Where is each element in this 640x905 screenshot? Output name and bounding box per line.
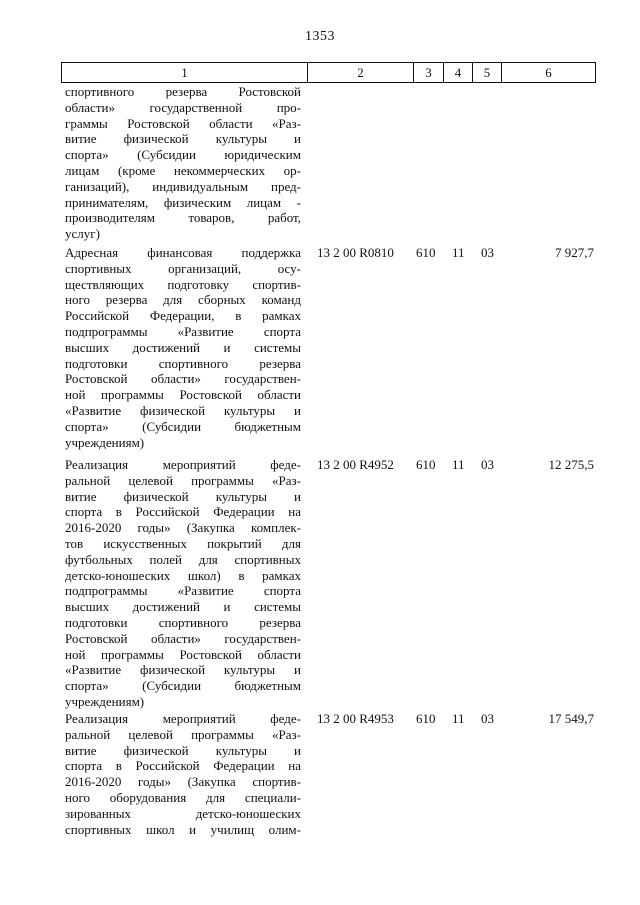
header-col-2: 2 [308, 63, 414, 82]
desc-line: «Развитие физической культуры и [65, 402, 301, 418]
desc-line: высших достижений и системы [65, 599, 301, 615]
desc-line: футбольных полей для спортивных [65, 551, 301, 567]
row-description [65, 457, 301, 710]
desc-line: Реализация мероприятий феде- [65, 457, 301, 472]
desc-line: спорта в Российской Федерации на [65, 504, 301, 520]
header-col-5: 5 [473, 63, 502, 82]
desc-line: зированных детско-юношеских [65, 805, 301, 821]
desc-line: витие физической культуры и [65, 131, 301, 147]
section: 11 [452, 457, 465, 472]
desc-line: учреждениям) [65, 434, 145, 450]
desc-line: лицам (кроме некоммерческих ор- [65, 162, 301, 178]
desc-line: производителям товаров, работ, [65, 210, 301, 226]
desc-line: ральной целевой программы «Раз- [65, 726, 301, 742]
desc-line: подготовки спортивного резерва [65, 355, 301, 371]
section: 11 [452, 245, 465, 260]
desc-line: ганизаций), индивидуальным пред- [65, 178, 301, 194]
desc-line: спорта в Российской Федерации на [65, 758, 301, 774]
subsection: 03 [481, 711, 494, 726]
desc-line: «Развитие физической культуры и [65, 662, 301, 678]
desc-line: ной программы Ростовской области [65, 646, 301, 662]
desc-line: Адресная финансовая поддержка [65, 245, 301, 260]
desc-line: высших достижений и системы [65, 339, 301, 355]
desc-line: Российской Федерации, в рамках [65, 308, 301, 324]
desc-line: учреждениям) [65, 693, 145, 709]
table-header-row [61, 62, 596, 83]
page-number: 1353 [305, 29, 335, 44]
desc-line: Ростовской области» государствен- [65, 630, 301, 646]
desc-line: витие физической культуры и [65, 488, 301, 504]
target-code: 13 2 00 R0810 [317, 245, 394, 260]
desc-line: Ростовской области» государствен- [65, 371, 301, 387]
row-description [65, 245, 301, 450]
desc-line: ного оборудования для специали- [65, 789, 301, 805]
amount: 7 927,7 [555, 245, 594, 260]
desc-line: спортивного резерва Ростовской [65, 84, 301, 99]
target-code: 13 2 00 R4952 [317, 457, 394, 472]
desc-line: области» государственной про- [65, 99, 301, 115]
desc-line: ного резерва для сборных команд [65, 292, 301, 308]
amount: 17 549,7 [548, 711, 594, 726]
subsection: 03 [481, 457, 494, 472]
desc-line: спорта» (Субсидии юридическим [65, 147, 301, 163]
desc-line: подпрограммы «Развитие спорта [65, 583, 301, 599]
desc-line: спорта» (Субсидии бюджетным [65, 418, 301, 434]
header-col-4: 4 [444, 63, 473, 82]
desc-line: 2016-2020 годы» (Закупка комплек- [65, 520, 301, 536]
header-col-3: 3 [414, 63, 444, 82]
subsection: 03 [481, 245, 494, 260]
desc-line: ществляющих подготовку спортив- [65, 276, 301, 292]
desc-line: граммы Ростовской области «Раз- [65, 115, 301, 131]
expense-type: 610 [416, 711, 436, 726]
desc-line: спорта» (Субсидии бюджетным [65, 678, 301, 694]
desc-line: ной программы Ростовской области [65, 387, 301, 403]
section: 11 [452, 711, 465, 726]
desc-line: подпрограммы «Развитие спорта [65, 323, 301, 339]
expense-type: 610 [416, 457, 436, 472]
desc-line: спортивных школ и училищ олим- [65, 821, 301, 837]
desc-line: спортивных организаций, осу- [65, 260, 301, 276]
row-description [65, 711, 301, 837]
expense-type: 610 [416, 245, 436, 260]
desc-line: тов искусственных покрытий для [65, 535, 301, 551]
target-code: 13 2 00 R4953 [317, 711, 394, 726]
desc-line: ральной целевой программы «Раз- [65, 472, 301, 488]
desc-line: 2016-2020 годы» (Закупка спортив- [65, 774, 301, 790]
desc-line: витие физической культуры и [65, 742, 301, 758]
desc-line: подготовки спортивного резерва [65, 614, 301, 630]
desc-line: Реализация мероприятий феде- [65, 711, 301, 726]
header-col-6: 6 [545, 65, 552, 80]
amount: 12 275,5 [548, 457, 594, 472]
header-col-1: 1 [62, 63, 308, 82]
desc-line: принимателям, физическим лицам - [65, 194, 301, 210]
desc-line: услуг) [65, 226, 100, 242]
desc-line: детско-юношеских школ) в рамках [65, 567, 301, 583]
row-description [65, 84, 301, 242]
